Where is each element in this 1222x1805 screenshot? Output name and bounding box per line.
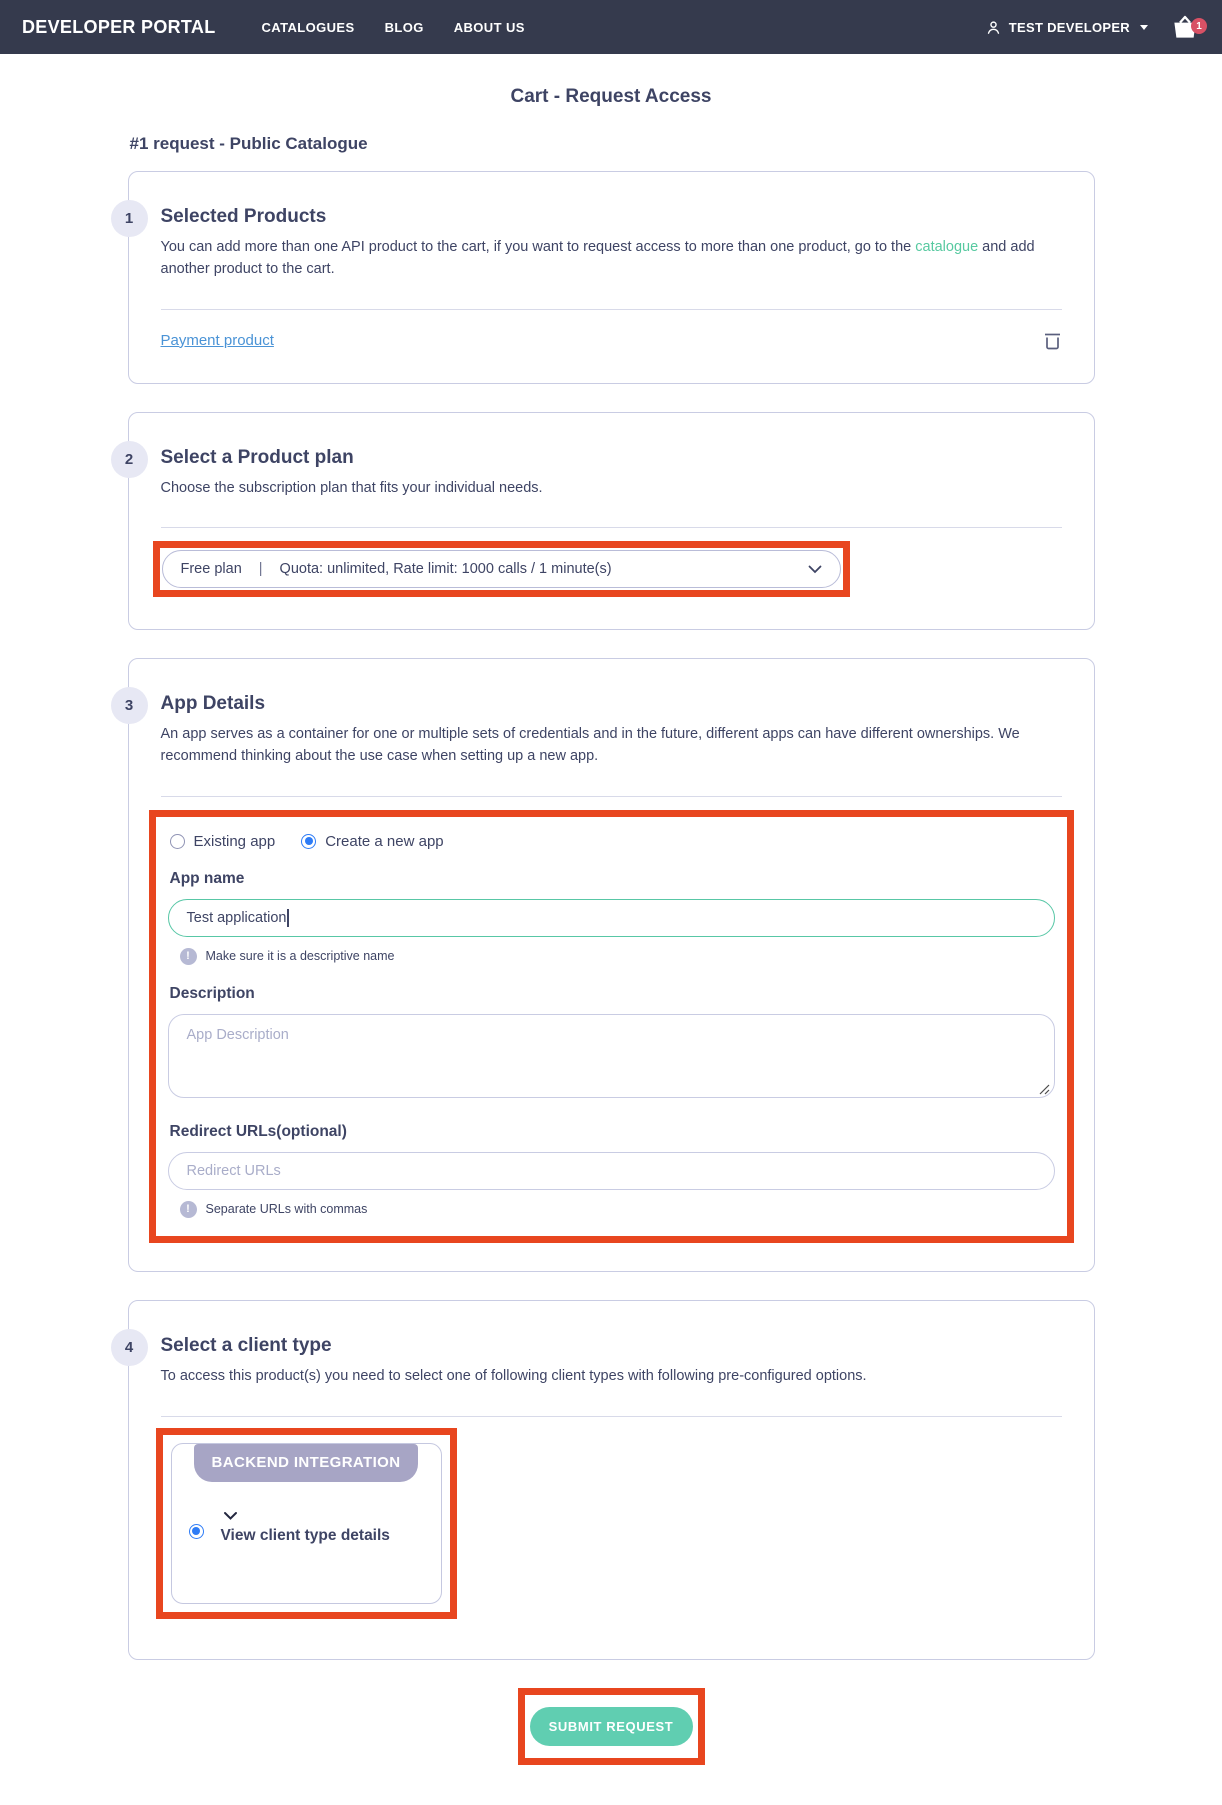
- section-title: Selected Products: [160, 206, 327, 227]
- section-description: An app serves as a container for one or multiple sets of credentials and in the future, different apps can have different ownerships. We recommend thinking about the use case when setting up a new app.: [160, 726, 1020, 764]
- chevron-down-icon: [223, 1508, 390, 1526]
- step-number-badge: 1: [111, 200, 148, 237]
- client-type-row: [172, 1482, 441, 1545]
- request-heading: #1 request - Public Catalogue: [129, 134, 368, 153]
- catalogue-link[interactable]: catalogue: [915, 239, 979, 255]
- app-description-input[interactable]: [168, 1014, 1055, 1098]
- trash-icon[interactable]: [1043, 330, 1062, 351]
- hint-text: Separate URLs with commas: [205, 1202, 368, 1217]
- nav-catalogues[interactable]: CATALOGUES: [261, 19, 355, 35]
- user-name: TEST DEVELOPER: [1008, 19, 1130, 35]
- app-name-input[interactable]: [168, 899, 1055, 937]
- section-title: Select a Product plan: [160, 446, 354, 468]
- redirect-urls-hint: [180, 1201, 1055, 1218]
- plan-select-dropdown[interactable]: [162, 550, 841, 588]
- submit-request-button[interactable]: SUBMIT REQUEST: [530, 1707, 693, 1746]
- divider: [161, 527, 1062, 528]
- divider: [161, 1416, 1062, 1417]
- step-number-badge: 2: [111, 441, 148, 478]
- redirect-urls-label: Redirect URLs(optional): [169, 1122, 347, 1140]
- radio-create-new-app[interactable]: [301, 833, 443, 850]
- chevron-down-icon: [1140, 25, 1148, 30]
- section-description: [161, 237, 1062, 281]
- info-icon: !: [180, 948, 197, 965]
- radio-existing-app[interactable]: [170, 833, 276, 850]
- highlight-box-client-type: [156, 1428, 457, 1619]
- view-client-type-details[interactable]: [221, 1508, 390, 1545]
- description-label: Description: [169, 984, 255, 1002]
- section-description: Choose the subscription plan that fits your individual needs.: [160, 479, 543, 496]
- highlight-box-app-details: [149, 810, 1074, 1243]
- plan-name: Free plan: [180, 561, 242, 578]
- info-icon: !: [180, 1201, 197, 1218]
- details-link-label: View client type details: [220, 1526, 390, 1544]
- cart-count-badge: 1: [1191, 18, 1207, 34]
- main-nav: [261, 20, 524, 35]
- client-type-card[interactable]: [171, 1443, 442, 1604]
- plan-separator: |: [258, 561, 263, 578]
- section-title: Select a client type: [160, 1334, 332, 1356]
- radio-label: Create a new app: [325, 832, 444, 850]
- client-type-title: BACKEND INTEGRATION: [194, 1444, 418, 1482]
- navbar-right: [985, 12, 1200, 42]
- card-selected-products: [124, 171, 1095, 384]
- nav-blog[interactable]: BLOG: [384, 19, 424, 35]
- page-title: Cart - Request Access: [510, 86, 712, 107]
- redirect-urls-input[interactable]: [168, 1152, 1055, 1190]
- brand-logo[interactable]: DEVELOPER PORTAL: [22, 16, 216, 37]
- plan-details: Quota: unlimited, Rate limit: 1000 calls / 1 minute(s): [279, 561, 612, 578]
- highlight-box-submit: [518, 1688, 705, 1765]
- user-icon: [985, 19, 1002, 36]
- navbar: [0, 0, 1222, 54]
- step-number-badge: 4: [111, 1329, 148, 1366]
- radio-backend-integration[interactable]: [189, 1524, 204, 1539]
- user-menu[interactable]: [985, 19, 1148, 36]
- card-client-type: [124, 1300, 1095, 1660]
- divider: [161, 796, 1062, 797]
- description-text: You can add more than one API product to the cart, if you want to request access to more than one product, go to the: [160, 239, 916, 255]
- card-app-details: [124, 658, 1095, 1272]
- description-field-wrap: [168, 1014, 1055, 1103]
- hint-text: Make sure it is a descriptive name: [205, 949, 395, 964]
- highlight-box-plan: [153, 541, 850, 597]
- app-name-value: Test application: [186, 909, 287, 926]
- selected-product-row: [161, 310, 1062, 357]
- chevron-down-icon: [808, 565, 822, 574]
- app-name-label: App name: [169, 869, 245, 887]
- section-title: App Details: [160, 693, 266, 715]
- cart-button[interactable]: [1170, 12, 1200, 42]
- app-name-hint: [180, 948, 1055, 965]
- section-description: To access this product(s) you need to select one of following client types with following pre-configured options.: [160, 1367, 867, 1384]
- main-content: [124, 86, 1095, 1765]
- payment-product-link[interactable]: Payment product: [160, 331, 274, 349]
- card-product-plan: [124, 412, 1095, 631]
- nav-about-us[interactable]: ABOUT US: [453, 19, 525, 35]
- text-cursor: [287, 909, 289, 927]
- radio-checked-icon: [301, 834, 316, 849]
- radio-label: Existing app: [193, 832, 276, 850]
- step-number-badge: 3: [111, 687, 148, 724]
- description-text: and add another product to the cart.: [160, 239, 1035, 277]
- app-mode-radio-group: [170, 833, 1053, 850]
- radio-unchecked-icon: [170, 834, 185, 849]
